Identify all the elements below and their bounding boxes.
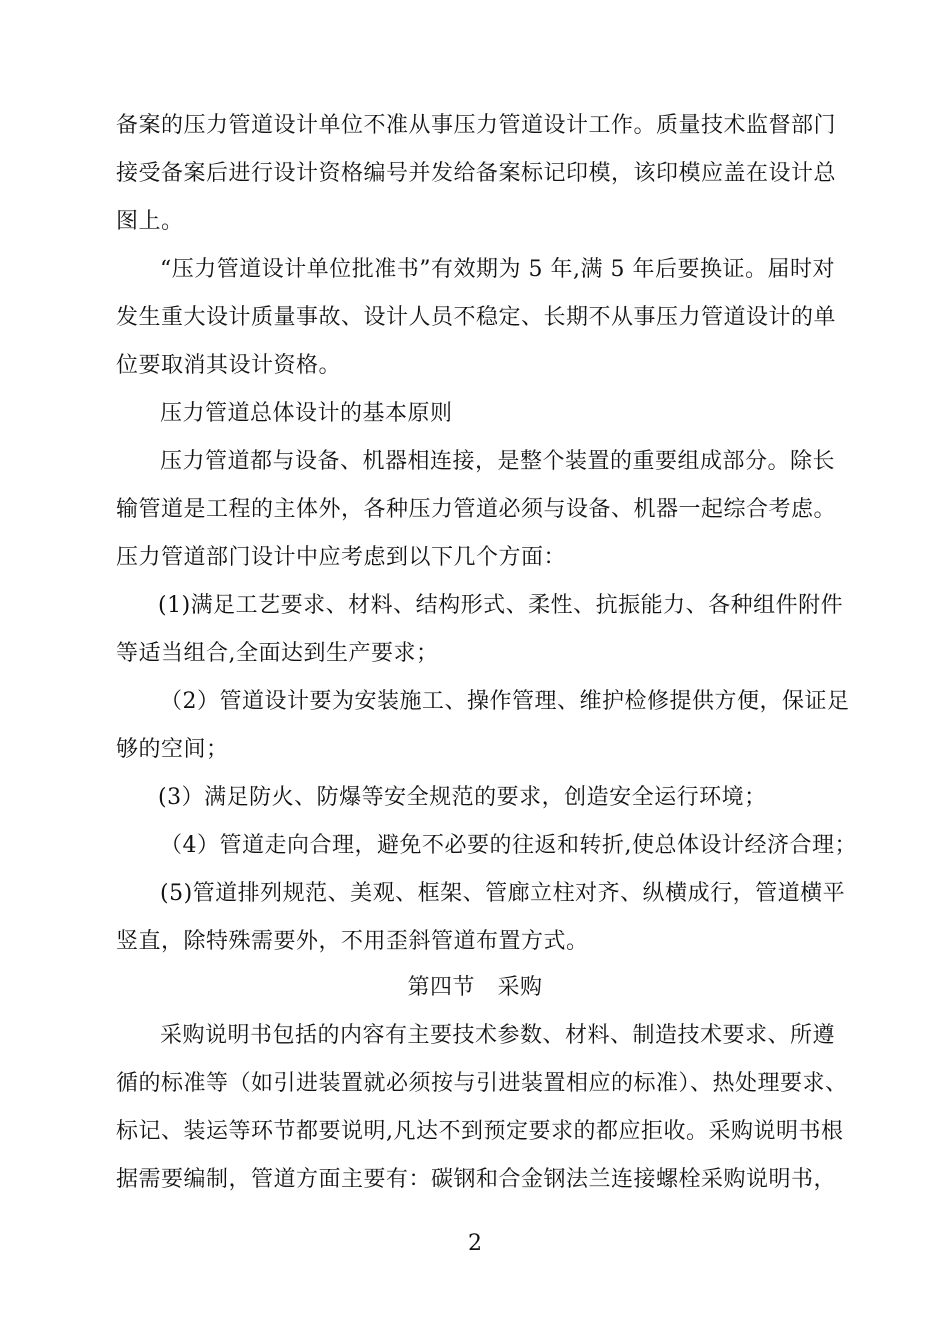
body-text-line: 压力管道都与设备、机器相连接，是整个装置的重要组成部分。除长 xyxy=(160,449,836,474)
list-item-text: 够的空间； xyxy=(116,737,229,762)
body-text-line: 循的标准等（如引进装置就必须按与引进装置相应的标准）、热处理要求、 xyxy=(116,1071,848,1096)
list-item-text: (1)满足工艺要求、材料、结构形式、柔性、抗振能力、各种组件附件 xyxy=(158,593,844,618)
body-text-line: 采购说明书包括的内容有主要技术参数、材料、制造技术要求、所遵 xyxy=(160,1023,836,1048)
chapter-section-title: 第四节 采购 xyxy=(407,975,543,1000)
list-item-text: 等适当组合,全面达到生产要求； xyxy=(116,641,439,666)
body-text-line: 输管道是工程的主体外，各种压力管道必须与设备、机器一起综合考虑。 xyxy=(116,497,837,522)
body-text-line: 接受备案后进行设计资格编号并发给备案标记印模，该印模应盖在设计总 xyxy=(116,161,837,186)
section-heading: 压力管道总体设计的基本原则 xyxy=(160,401,453,426)
body-text-line: 压力管道部门设计中应考虑到以下几个方面： xyxy=(116,545,567,570)
list-item-text: (5)管道排列规范、美观、框架、管廊立柱对齐、纵横成行，管道横平 xyxy=(160,881,846,906)
page-number: 2 xyxy=(468,1231,482,1256)
list-item-text: 竖直，除特殊需要外，不用歪斜管道布置方式。 xyxy=(116,929,589,954)
body-text-line: 发生重大设计质量事故、设计人员不稳定、长期不从事压力管道设计的单 xyxy=(116,305,837,330)
body-text-line: 标记、装运等环节都要说明,凡达不到预定要求的都应拒收。采购说明书根 xyxy=(116,1119,844,1144)
list-item-text: （4）管道走向合理，避免不必要的往返和转折,使总体设计经济合理； xyxy=(160,833,857,858)
list-item-text: (3）满足防火、防爆等安全规范的要求，创造安全运行环境； xyxy=(158,785,767,810)
body-text-line: 图上。 xyxy=(116,209,184,234)
body-text-line: “压力管道设计单位批准书”有效期为 5 年,满 5 年后要换证。届时对 xyxy=(160,257,835,282)
body-text-line: 位要取消其设计资格。 xyxy=(116,353,342,378)
body-text-line: 备案的压力管道设计单位不准从事压力管道设计工作。质量技术监督部门 xyxy=(116,113,837,138)
list-item-text: （2）管道设计要为安装施工、操作管理、维护检修提供方便，保证足 xyxy=(160,689,850,714)
body-text-line: 据需要编制，管道方面主要有：碳钢和合金钢法兰连接螺栓采购说明书， xyxy=(116,1167,837,1192)
